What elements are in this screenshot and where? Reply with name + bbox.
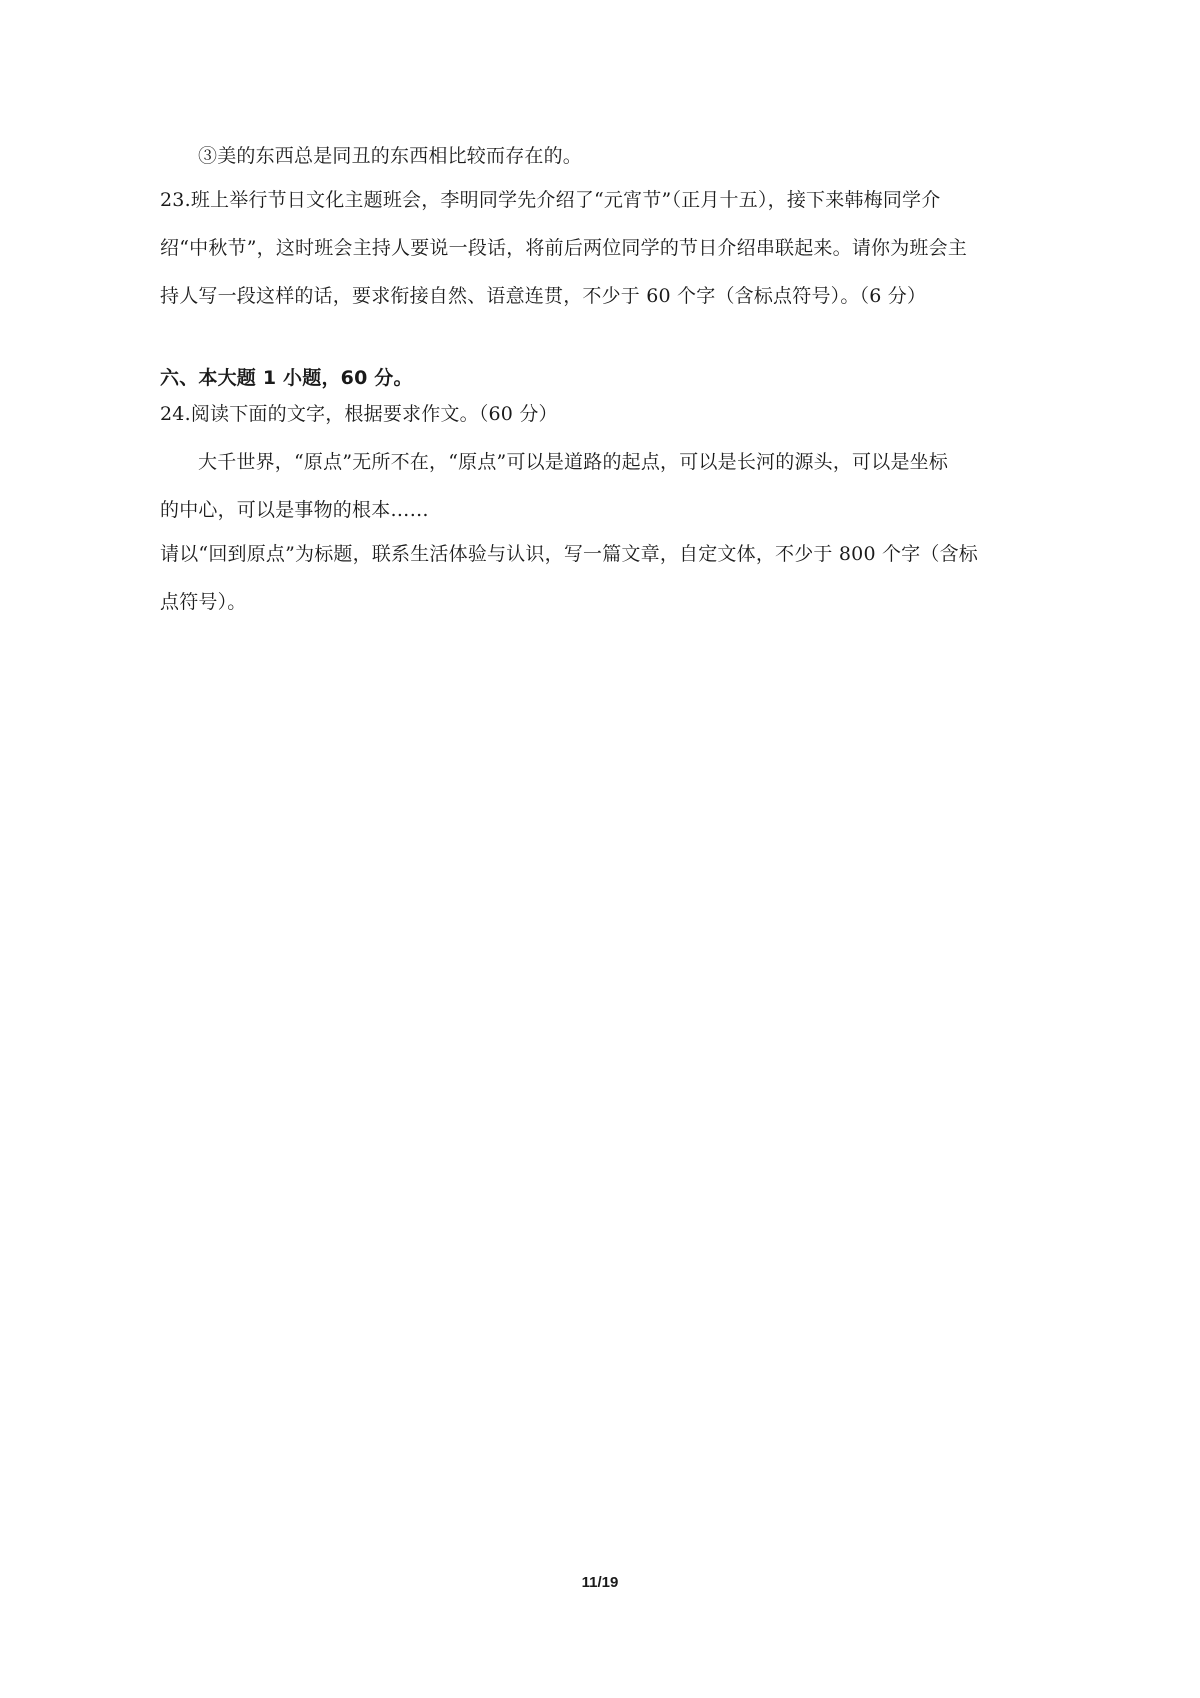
question-24-prompt: 24.阅读下面的文字，根据要求作文。（60 分） [160,403,558,425]
question-23-line-2: 绍“中秋节”，这时班会主持人要说一段话，将前后两位同学的节日介绍串联起来。请你为班会主 [160,237,968,259]
page-number: 11/19 [581,1574,619,1591]
question-24-task-line-2: 点符号）。 [160,591,247,613]
item-3-text: ③美的东西总是同丑的东西相比较而存在的。 [198,145,583,167]
question-23-line-3: 持人写一段这样的话，要求衔接自然、语意连贯，不少于 60 个字（含标点符号）。（6 分） [160,285,927,307]
question-24-passage-line-2: 的中心，可以是事物的根本…… [160,499,429,521]
question-24-passage-line-1: 大千世界，“原点”无所不在，“原点”可以是道路的起点，可以是长河的源头，可以是坐标 [198,451,949,473]
section-6-heading: 六、本大题 1 小题，60 分。 [160,367,413,389]
question-23-line-1: 23.班上举行节日文化主题班会，李明同学先介绍了“元宵节”（正月十五），接下来韩梅同学介 [160,189,941,211]
question-24-task-line-1: 请以“回到原点”为标题，联系生活体验与认识，写一篇文章，自定文体，不少于 800 个字（含标 [160,543,978,565]
